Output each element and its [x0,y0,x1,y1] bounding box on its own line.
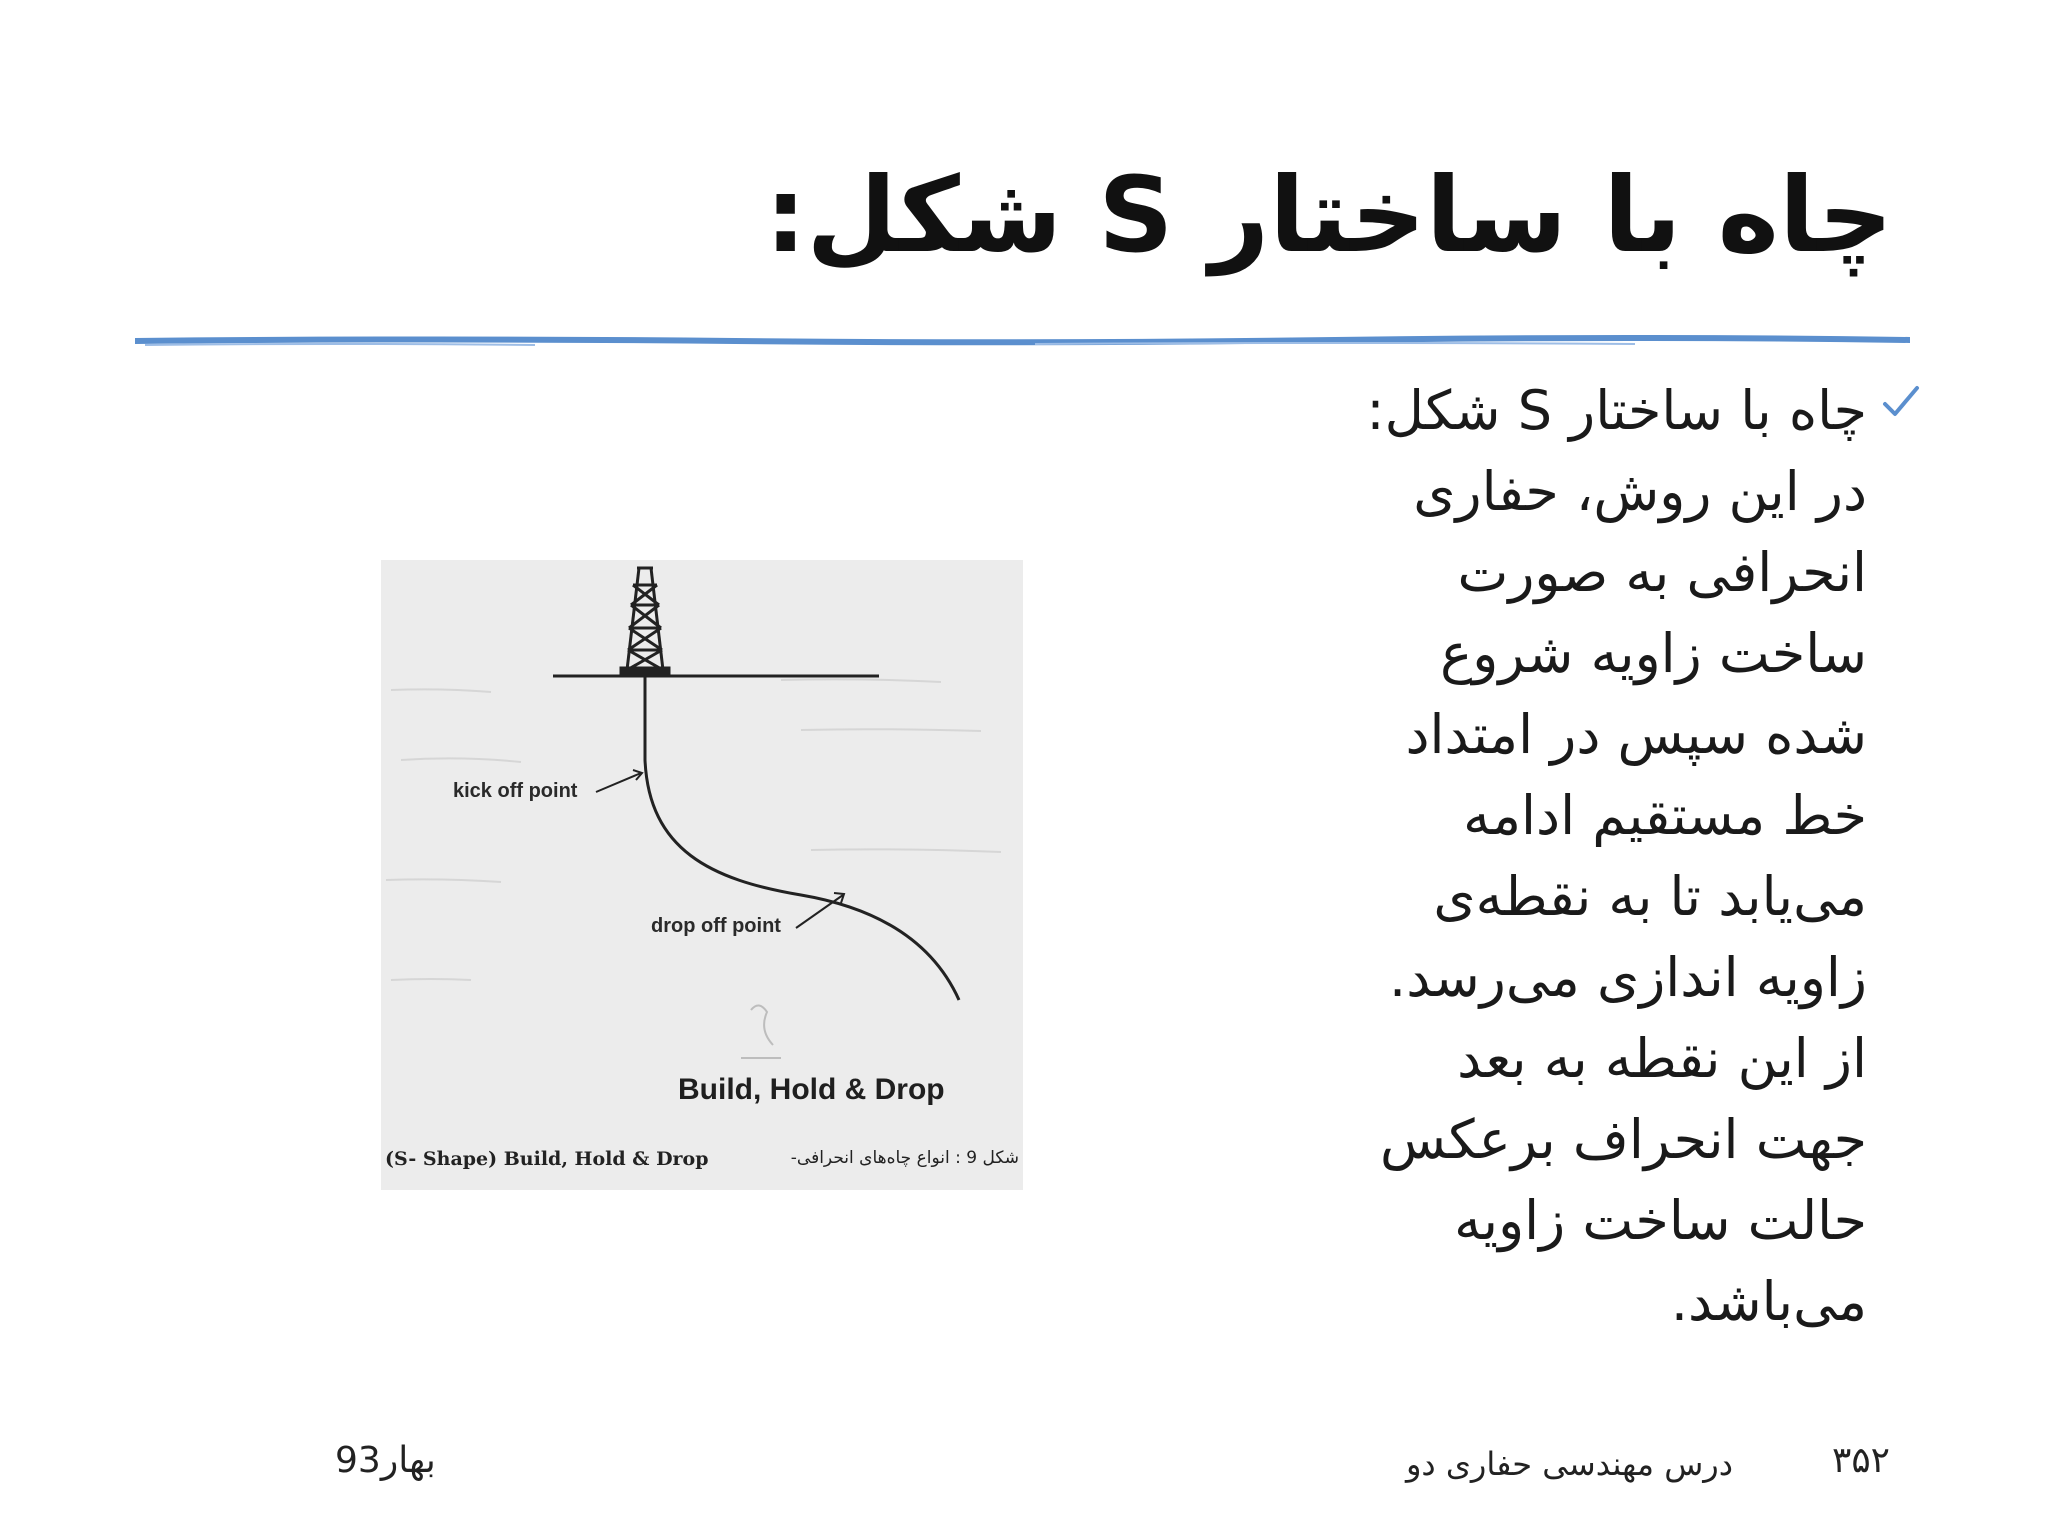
caption-english: (S- Shape) Build, Hold & Drop [385,1148,709,1170]
kick-off-arrow [596,770,642,792]
bullet-text: چاه با ساختار S شکل: در این روش، حفاری انحرافی به صورت ساخت زاویه شروع شده سپس در امتداد خط مستقیم ادامه می‌یابد تا به نقطه‌ی زاویه اندازی می‌رسد. از این نقطه به بعد جهت انحراف برعکس حالت ساخت زاویه می‌باشد. [1366,379,1867,1333]
checkmark-icon [1879,380,1923,424]
drop-off-label: drop off point [651,915,781,937]
bullet-item [1333,370,1893,1342]
well-path [645,676,959,1000]
title-divider [135,333,1910,351]
kick-off-label: kick off point [453,780,578,802]
slide-title: چاه با ساختار S شکل: [764,154,1893,276]
s-shape-well-figure [381,560,1023,1190]
profile-label: Build, Hold & Drop [678,1073,945,1106]
figure-caption [385,1148,1019,1170]
caption-persian: شکل 9 : انواع چاه‌های انحرافی- [790,1148,1019,1168]
drilling-rig-icon [621,568,669,676]
course-name: درس مهندسی حفاری دو [1405,1445,1733,1483]
page-number: ۳۵۲ [1831,1440,1890,1481]
term-label: بهار93 [335,1440,436,1481]
